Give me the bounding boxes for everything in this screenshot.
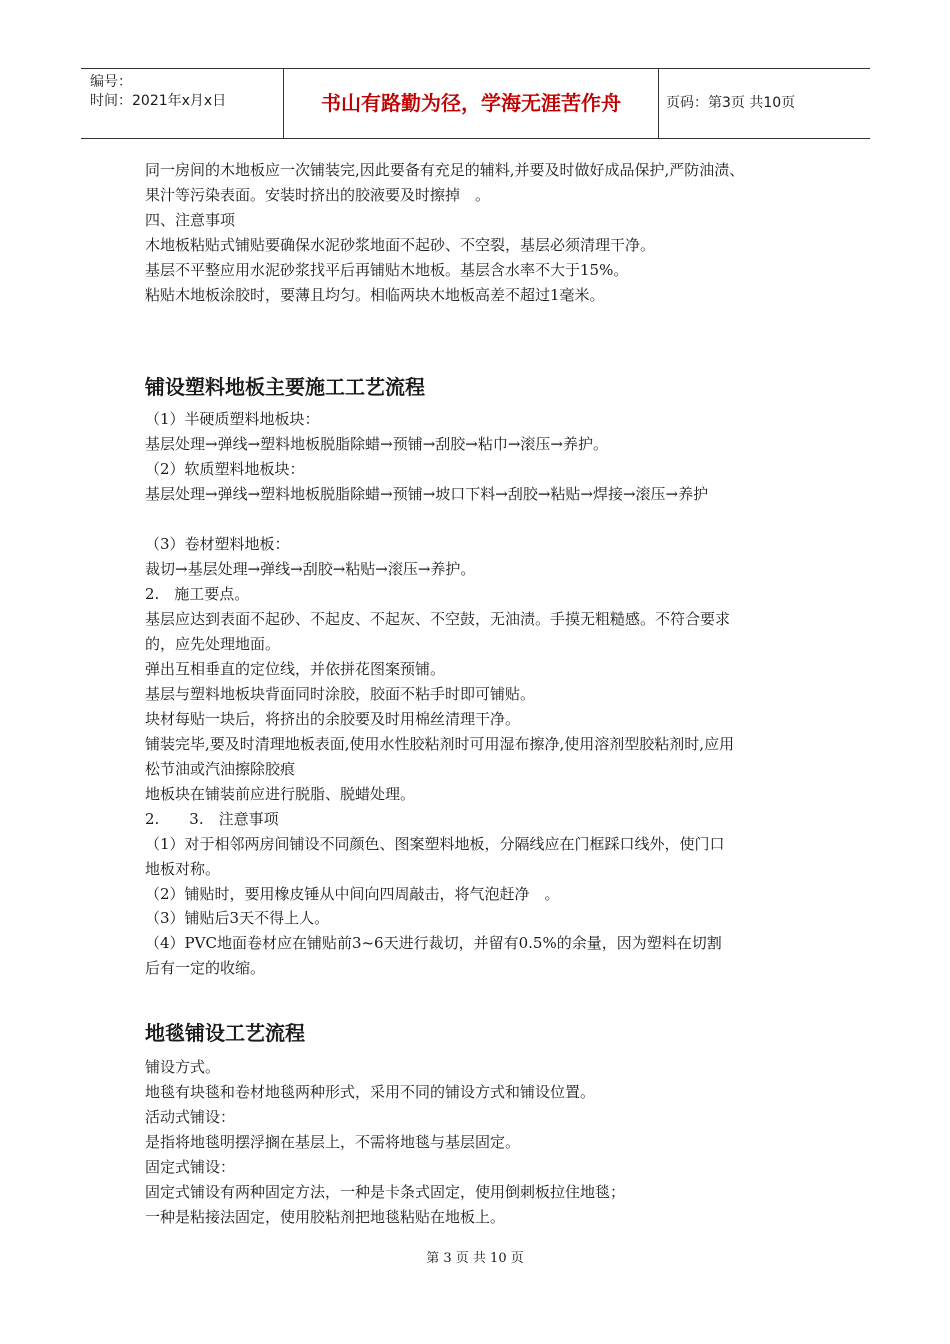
body-line: （1）半硬质塑料地板块： [145, 410, 320, 428]
body-line: （3）铺贴后3天不得上人。 [145, 909, 330, 927]
body-line: 地板对称。 [145, 860, 221, 878]
body-line: （2）铺贴时，要用橡皮锤从中间向四周敲击，将气泡赶净 。 [145, 885, 560, 903]
body-line: 的，应先处理地面。 [145, 635, 281, 653]
body-line: 固定式铺设： [145, 1158, 236, 1176]
body-line: （1）对于相邻两房间铺设不同颜色、图案塑料地板，分隔线应在门框踩口线外，使门口 [145, 835, 725, 853]
section-heading: 铺设塑料地板主要施工工艺流程 [145, 375, 425, 399]
header-motto: 书山有路勤为径，学海无涯苦作舟 [283, 69, 659, 138]
page-header [81, 68, 870, 139]
body-line: 木地板粘贴式铺贴要确保水泥砂浆地面不起砂、不空裂，基层必须清理干净。 [145, 236, 656, 254]
header-page-info: 页码：第3页 共10页 [666, 95, 796, 111]
body-line: 铺设方式。 [145, 1058, 221, 1076]
body-line: 基层应达到表面不起砂、不起皮、不起灰、不空鼓，无油渍。手摸无粗糙感。不符合要求 [145, 610, 731, 628]
body-line: 活动式铺设： [145, 1108, 236, 1126]
body-line: 粘贴木地板涂胶时，要薄且均匀。相临两块木地板高差不超过1毫米。 [145, 286, 605, 304]
body-line: 地毯有块毯和卷材地毯两种形式，采用不同的铺设方式和铺设位置。 [145, 1083, 596, 1101]
section-heading: 地毯铺设工艺流程 [145, 1021, 305, 1045]
body-line: 果汁等污染表面。安装时挤出的胶液要及时擦掉 。 [145, 186, 491, 204]
body-line: 2. 施工要点。 [145, 585, 250, 603]
body-line: 铺装完毕,要及时清理地板表面,使用水性胶粘剂时可用湿布擦净,使用溶剂型胶粘剂时,应用 [145, 735, 735, 753]
body-line: 同一房间的木地板应一次铺装完,因此要备有充足的辅料,并要及时做好成品保护,严防油渍、 [145, 161, 745, 179]
number-label: 编号： [90, 74, 132, 90]
body-line: 是指将地毯明摆浮搁在基层上，不需将地毯与基层固定。 [145, 1133, 521, 1151]
body-line: 固定式铺设有两种固定方法，一种是卡条式固定，使用倒刺板拉住地毯； [145, 1183, 626, 1201]
body-line: 地板块在铺装前应进行脱脂、脱蜡处理。 [145, 785, 416, 803]
body-line: 基层处理→弹线→塑料地板脱脂除蜡→预铺→刮胶→粘巾→滚压→养护。 [145, 435, 608, 453]
body-line: 弹出互相垂直的定位线，并依拼花图案预铺。 [145, 660, 446, 678]
body-line: 一种是粘接法固定，使用胶粘剂把地毯粘贴在地板上。 [145, 1208, 506, 1226]
page-footer: 第 3 页 共 10 页 [426, 1251, 524, 1266]
body-line: 裁切→基层处理→弹线→刮胶→粘贴→滚压→养护。 [145, 560, 476, 578]
body-line: （3）卷材塑料地板： [145, 535, 290, 553]
body-line: 2. 3. 注意事项 [145, 810, 279, 828]
body-line: 四、注意事项 [145, 211, 236, 229]
body-line: 块材每贴一块后，将挤出的余胶要及时用棉丝清理干净。 [145, 710, 521, 728]
body-line: 松节油或汽油擦除胶痕 [145, 760, 296, 778]
body-line: 基层处理→弹线→塑料地板脱脂除蜡→预铺→坡口下料→刮胶→粘贴→焊接→滚压→养护 [145, 485, 709, 503]
time-label: 时间：2021年x月x日 [90, 93, 227, 109]
body-line: （4）PVC地面卷材应在铺贴前3~6天进行裁切，并留有0.5%的余量，因为塑料在切割 [145, 934, 722, 952]
body-line: （2）软质塑料地板块： [145, 460, 305, 478]
body-line: 基层不平整应用水泥砂浆找平后再铺贴木地板。基层含水率不大于15%。 [145, 261, 629, 279]
body-line: 后有一定的收缩。 [145, 959, 266, 977]
body-line: 基层与塑料地板块背面同时涂胶，胶面不粘手时即可铺贴。 [145, 685, 536, 703]
header-meta [81, 69, 283, 138]
